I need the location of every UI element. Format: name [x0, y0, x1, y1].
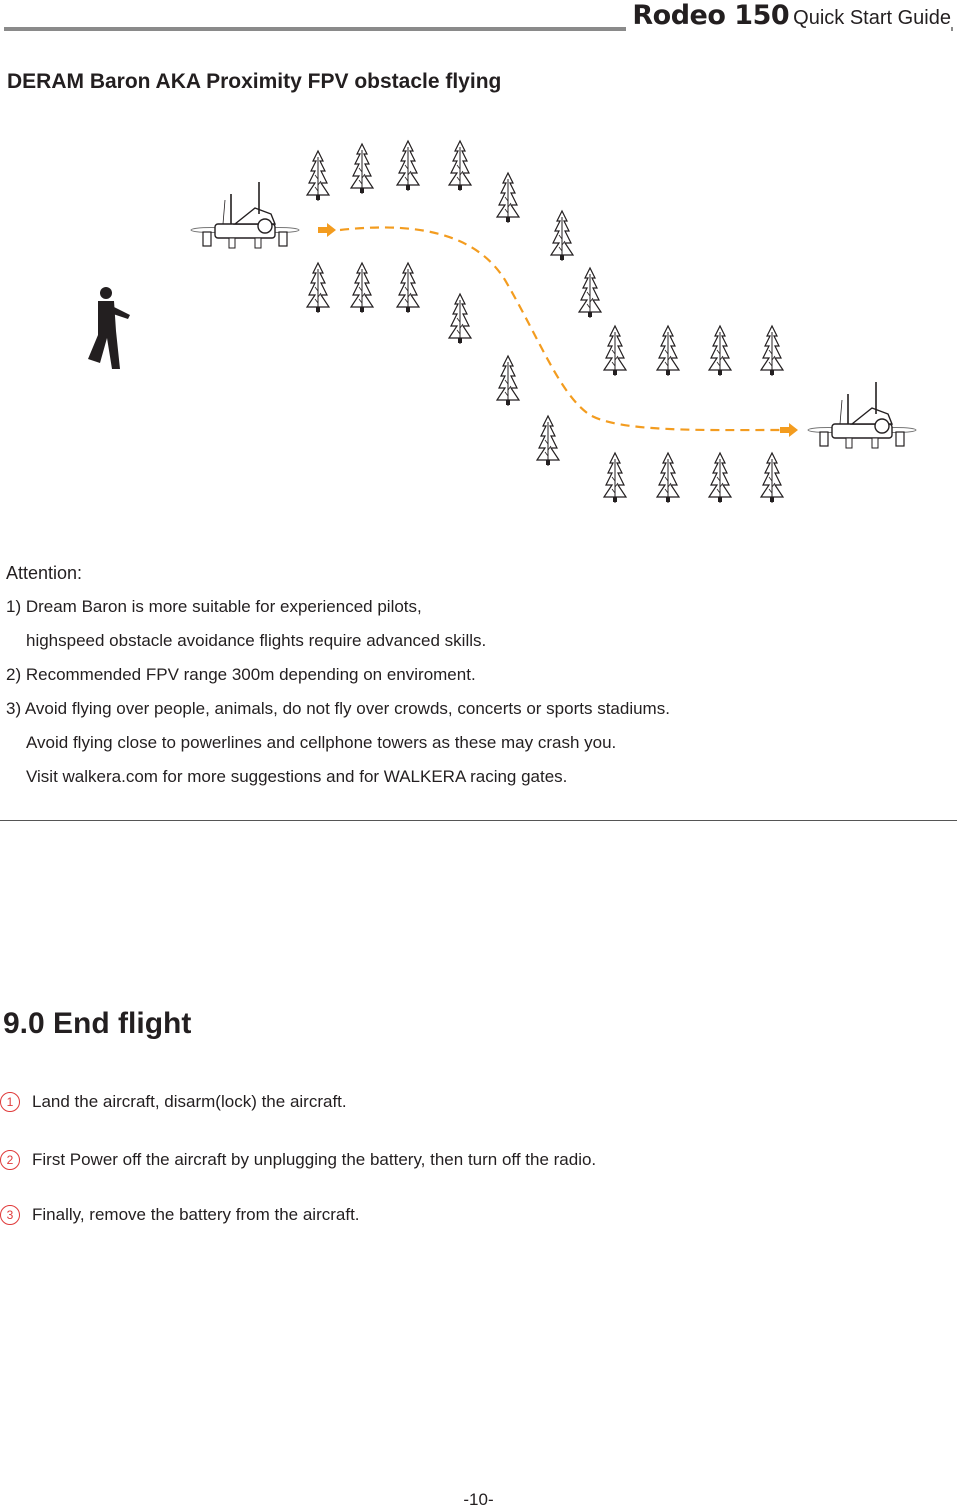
header-title [626, 0, 951, 36]
pilot-figure [88, 287, 130, 369]
product-name: Rodeo 150 [632, 0, 790, 31]
page-number: -10- [463, 1490, 494, 1509]
attention-line: 3) Avoid flying over people, animals, do not fly over crowds, concerts or sports stadiums. [6, 699, 670, 718]
trees [307, 141, 783, 503]
page-header [0, 0, 957, 34]
step-text: Land the aircraft, disarm(lock) the aircraft. [32, 1092, 347, 1111]
end-flight-step [0, 1150, 596, 1170]
step-text: Finally, remove the battery from the aircraft. [32, 1205, 360, 1224]
guide-name: Quick Start Guide [793, 7, 951, 29]
step-text: First Power off the aircraft by unplugging the battery, then turn off the radio. [32, 1150, 597, 1169]
attention-line: Avoid flying close to powerlines and cellphone towers as these may crash you. [26, 733, 617, 752]
end-flight-step [0, 1205, 360, 1225]
attention-line: Visit walkera.com for more suggestions and for WALKERA racing gates. [26, 767, 568, 786]
end-flight-step [0, 1092, 347, 1112]
section-title: DERAM Baron AKA Proximity FPV obstacle flying [7, 70, 502, 93]
attention-block [6, 556, 670, 794]
section-divider [0, 820, 957, 821]
drone-icon [191, 182, 299, 248]
drone-icon [808, 382, 916, 448]
attention-line: highspeed obstacle avoidance flights require advanced skills. [26, 631, 487, 650]
arrow-icon [318, 223, 336, 237]
attention-line: 1) Dream Baron is more suitable for experienced pilots, [6, 597, 422, 616]
step-number-badge: 2 [0, 1150, 20, 1170]
obstacle-flying-diagram [0, 120, 957, 520]
arrow-icon [780, 423, 798, 437]
attention-label: Attention: [6, 563, 83, 583]
attention-line: 2) Recommended FPV range 300m depending on enviroment. [6, 665, 476, 684]
step-number-badge: 1 [0, 1092, 20, 1112]
end-flight-title: 9.0 End flight [3, 1007, 192, 1040]
step-number-badge: 3 [0, 1205, 20, 1225]
